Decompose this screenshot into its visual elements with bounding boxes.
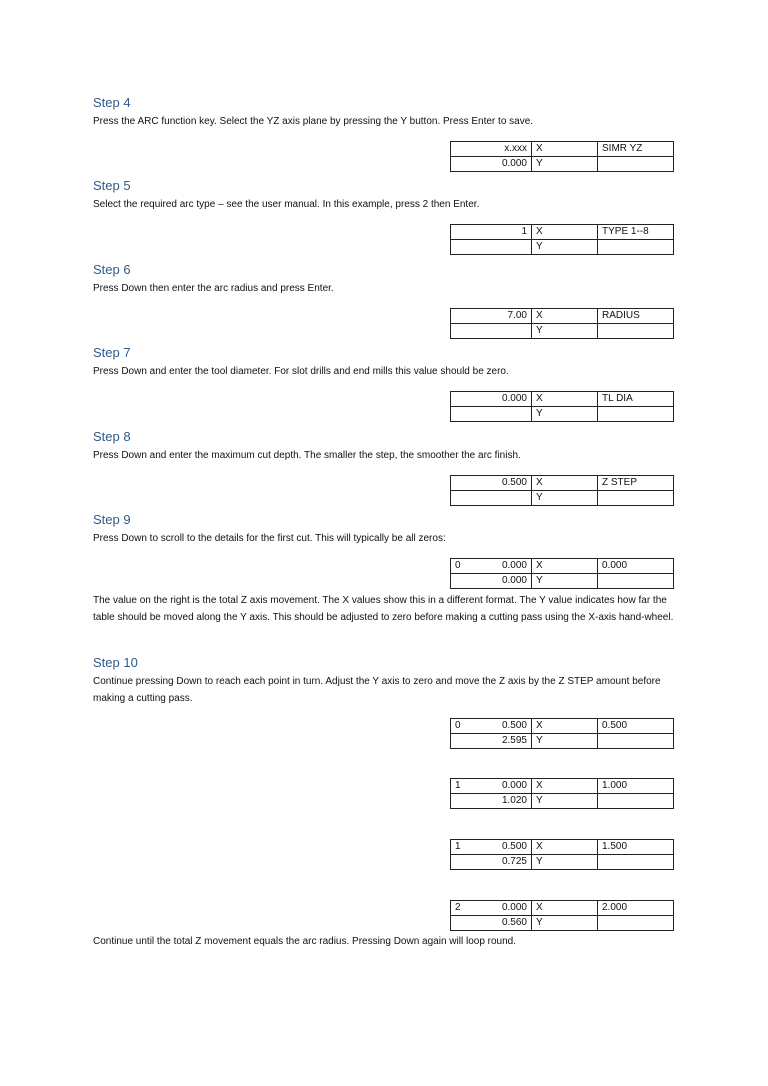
step-7-heading: Step 7: [93, 345, 131, 360]
step-6-display-table: [450, 308, 674, 339]
display-cell-axis: X: [532, 719, 598, 734]
display-cell-axis: Y: [532, 574, 598, 589]
step-9-text: Press Down to scroll to the details for the first cut. This will typically be all zeros:: [93, 533, 446, 544]
display-cell-axis: X: [532, 142, 598, 157]
step-8-display-table: [450, 475, 674, 506]
display-cell-info: [598, 491, 674, 506]
display-row-y: [451, 574, 674, 589]
step-10-conclusion: Continue until the total Z movement equals the arc radius. Pressing Down again will loop round.: [93, 936, 517, 947]
step-10-display-table-3: [450, 839, 674, 870]
display-cell-info: Z STEP: [598, 476, 674, 491]
display-cell-axis: Y: [532, 407, 598, 422]
display-cell-info: 1.000: [598, 779, 674, 794]
step-9-explanation: The value on the right is the total Z axis movement. The X values show this in a different format. The Y value indicates how far the table should be moved along the Y axis. This should be adjusted to zero before making a cutting pass using the X-axis hand-wheel.: [93, 595, 674, 623]
display-cell-axis: X: [532, 559, 598, 574]
display-cell-value: 7.00: [451, 309, 532, 324]
display-row-y: [451, 157, 674, 172]
display-row-x: [451, 719, 674, 734]
display-cell-value: 1.020: [451, 794, 532, 809]
display-row-y: [451, 491, 674, 506]
display-row-y: [451, 855, 674, 870]
display-cell-info: 2.000: [598, 901, 674, 916]
display-cell-info: [598, 794, 674, 809]
display-cell-axis: Y: [532, 734, 598, 749]
step-10-heading: Step 10: [93, 655, 138, 670]
display-row-x: [451, 779, 674, 794]
display-cell-info: [598, 324, 674, 339]
display-cell-value: 1: [451, 225, 532, 240]
step-9-heading: Step 9: [93, 512, 131, 527]
display-cell-value: 1 0.500: [451, 840, 532, 855]
display-cell-axis: Y: [532, 324, 598, 339]
display-row-x: [451, 309, 674, 324]
display-row-y: [451, 794, 674, 809]
display-cell-axis: Y: [532, 855, 598, 870]
display-cell-info: TYPE 1--8: [598, 225, 674, 240]
step-10-display-table-2: [450, 778, 674, 809]
display-cell-axis: X: [532, 779, 598, 794]
display-cell-axis: X: [532, 309, 598, 324]
display-cell-info: [598, 855, 674, 870]
display-row-y: [451, 240, 674, 255]
display-row-x: [451, 142, 674, 157]
display-cell-info: [598, 407, 674, 422]
step-6-text: Press Down then enter the arc radius and press Enter.: [93, 283, 334, 294]
display-cell-info: [598, 240, 674, 255]
display-cell-value: [451, 491, 532, 506]
display-cell-value: x.xxx: [451, 142, 532, 157]
display-cell-info: 0.000: [598, 559, 674, 574]
step-7-text: Press Down and enter the tool diameter. For slot drills and end mills this value should be zero.: [93, 366, 509, 377]
step-4-heading: Step 4: [93, 95, 131, 110]
display-cell-info: [598, 916, 674, 931]
display-row-x: [451, 392, 674, 407]
display-cell-axis: X: [532, 225, 598, 240]
display-cell-value: 0.000: [451, 392, 532, 407]
display-cell-value: 0.560: [451, 916, 532, 931]
display-cell-axis: X: [532, 901, 598, 916]
display-cell-value: 0 0.500: [451, 719, 532, 734]
step-8-text: Press Down and enter the maximum cut depth. The smaller the step, the smoother the arc finish.: [93, 450, 521, 461]
display-cell-value: 0.725: [451, 855, 532, 870]
display-row-x: [451, 840, 674, 855]
display-row-x: [451, 559, 674, 574]
display-cell-info: [598, 734, 674, 749]
display-cell-value: [451, 324, 532, 339]
display-row-x: [451, 476, 674, 491]
step-9-display-table: [450, 558, 674, 589]
display-row-y: [451, 916, 674, 931]
display-cell-info: 1.500: [598, 840, 674, 855]
display-cell-axis: Y: [532, 491, 598, 506]
display-cell-axis: X: [532, 840, 598, 855]
display-cell-value: 0 0.000: [451, 559, 532, 574]
display-cell-info: SIMR YZ: [598, 142, 674, 157]
display-cell-axis: Y: [532, 794, 598, 809]
display-cell-axis: Y: [532, 157, 598, 172]
step-5-text: Select the required arc type – see the user manual. In this example, press 2 then Enter.: [93, 199, 480, 210]
display-cell-info: TL DIA: [598, 392, 674, 407]
display-cell-value: 1 0.000: [451, 779, 532, 794]
display-cell-value: 2 0.000: [451, 901, 532, 916]
display-row-x: [451, 901, 674, 916]
step-8-heading: Step 8: [93, 429, 131, 444]
display-cell-value: 0.500: [451, 476, 532, 491]
display-cell-axis: X: [532, 476, 598, 491]
step-5-display-table: [450, 224, 674, 255]
display-cell-value: 0.000: [451, 157, 532, 172]
display-row-y: [451, 734, 674, 749]
display-cell-axis: Y: [532, 240, 598, 255]
display-cell-value: [451, 240, 532, 255]
step-7-display-table: [450, 391, 674, 422]
display-cell-value: 0.000: [451, 574, 532, 589]
display-cell-info: RADIUS: [598, 309, 674, 324]
display-cell-value: [451, 407, 532, 422]
step-6-heading: Step 6: [93, 262, 131, 277]
display-cell-info: 0.500: [598, 719, 674, 734]
step-5-heading: Step 5: [93, 178, 131, 193]
step-10-display-table-1: [450, 718, 674, 749]
step-10-text: Continue pressing Down to reach each point in turn. Adjust the Y axis to zero and move the Z axis by the Z STEP amount before making a cutting pass.: [93, 676, 661, 704]
display-row-y: [451, 324, 674, 339]
display-cell-info: [598, 157, 674, 172]
display-cell-value: 2.595: [451, 734, 532, 749]
display-cell-info: [598, 574, 674, 589]
display-cell-axis: X: [532, 392, 598, 407]
display-cell-axis: Y: [532, 916, 598, 931]
step-4-display-table: [450, 141, 674, 172]
display-row-x: [451, 225, 674, 240]
step-4-text: Press the ARC function key. Select the YZ axis plane by pressing the Y button. Press Enter to save.: [93, 116, 534, 127]
step-10-display-table-4: [450, 900, 674, 931]
display-row-y: [451, 407, 674, 422]
